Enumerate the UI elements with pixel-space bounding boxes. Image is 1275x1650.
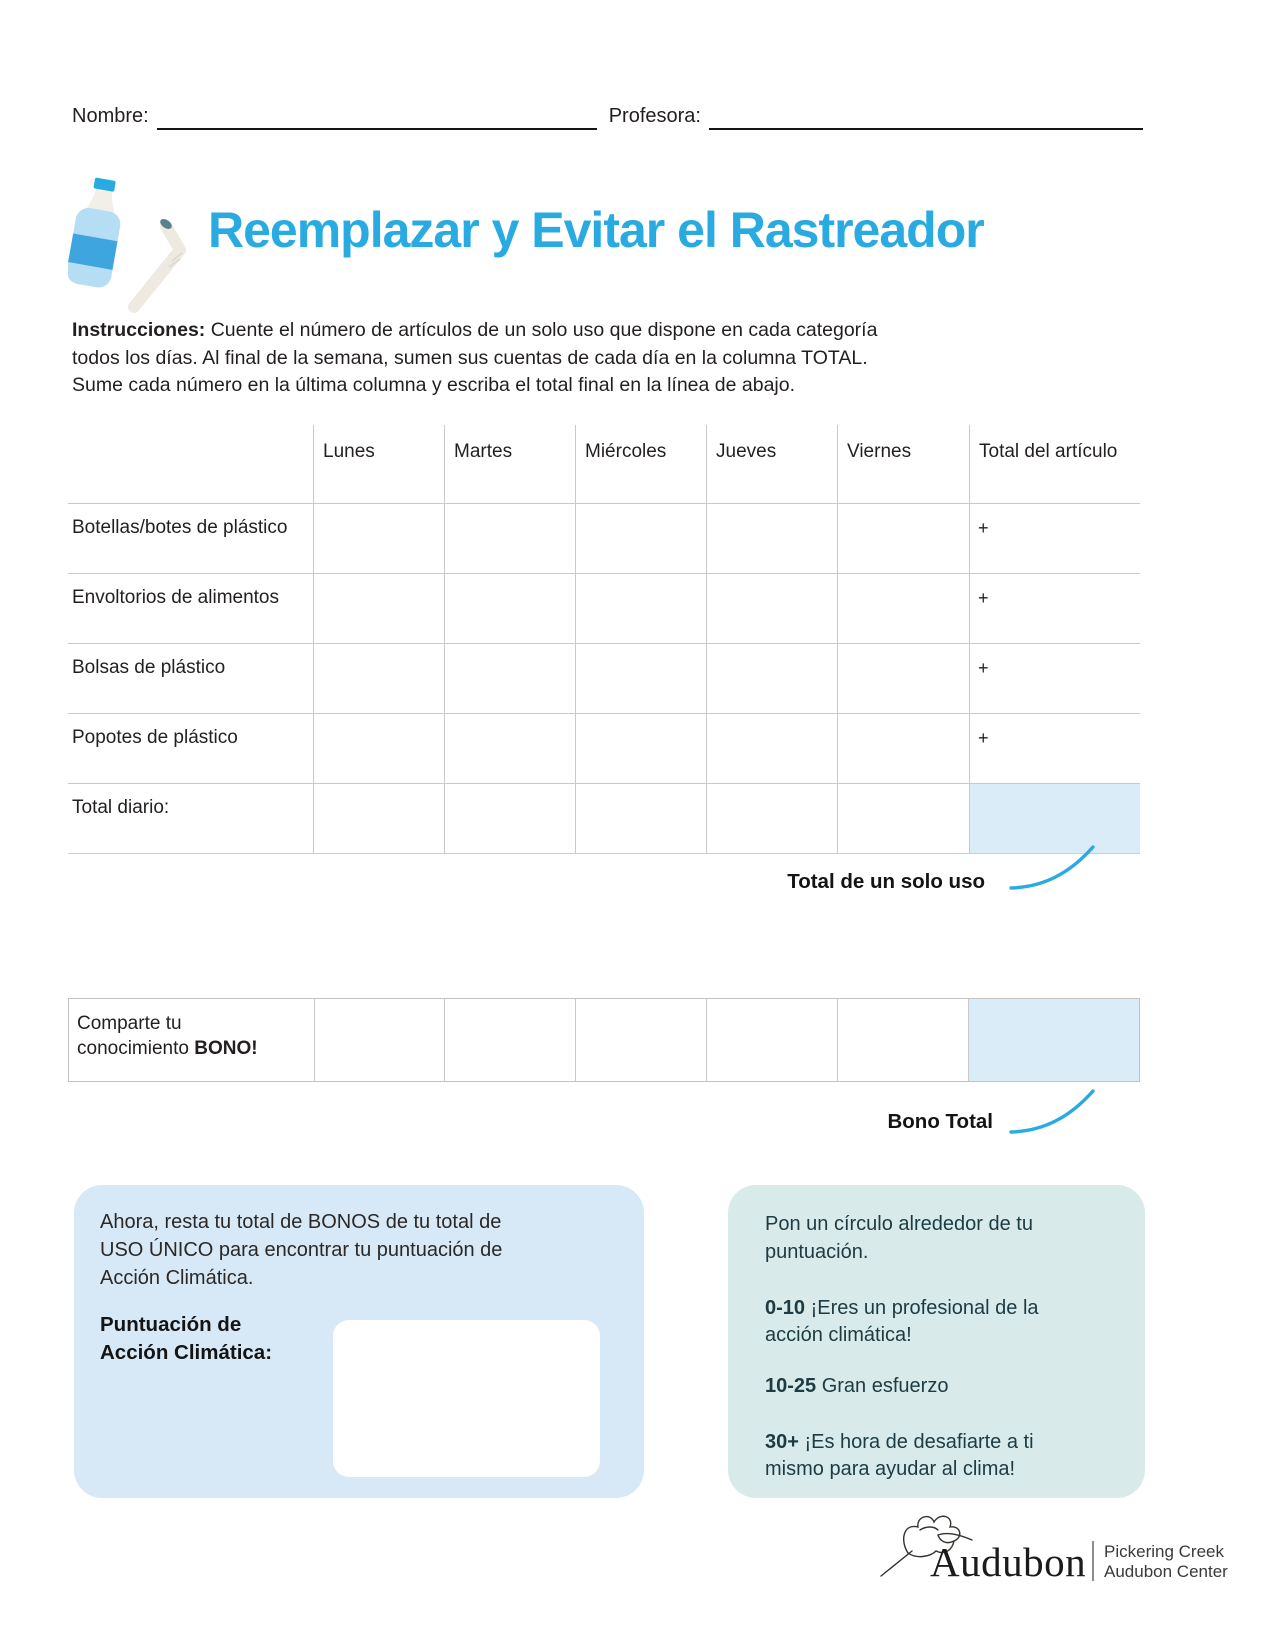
bonus-row-label: Comparte tu conocimiento BONO! <box>77 1013 258 1059</box>
day-cell[interactable] <box>444 644 575 713</box>
column-header-viernes: Viernes <box>837 425 969 503</box>
score-label-line1: Puntuación de <box>100 1313 242 1336</box>
single-use-arrow-icon <box>1008 844 1098 892</box>
row-label: Botellas/botes de plástico <box>72 517 288 538</box>
column-header-total: Total del artículo <box>969 425 1140 503</box>
day-cell[interactable] <box>575 504 706 573</box>
column-header-miercoles: Miércoles <box>575 425 706 503</box>
row-label: Popotes de plástico <box>72 727 238 748</box>
water-bottle-icon <box>68 175 128 289</box>
instructions-line: todos los días. Al final de la semana, sumen sus cuentas de cada día en la columna TOTAL. <box>72 346 868 369</box>
bonus-arrow-icon <box>1008 1088 1098 1136</box>
instructions-line: Instrucciones: Cuente el número de artículos de un solo uso que dispone en cada categoría <box>72 319 878 341</box>
row-label: Envoltorios de alimentos <box>72 587 279 608</box>
rubric-intro-line2: puntuación. <box>765 1241 869 1263</box>
row-label: Bolsas de plástico <box>72 657 226 678</box>
name-blank-line[interactable] <box>157 104 597 130</box>
day-cell[interactable] <box>575 784 706 853</box>
column-header-lunes: Lunes <box>313 425 444 503</box>
score-box-text-line: Acción Climática. <box>100 1267 254 1289</box>
rubric-box <box>728 1185 1145 1498</box>
tracker-header-row <box>68 425 1140 503</box>
bonus-total-cell[interactable] <box>968 999 1139 1081</box>
audubon-center-name: Pickering Creek Audubon Center <box>1104 1542 1228 1581</box>
tracker-row-botellas <box>68 503 1140 573</box>
teacher-label: Profesora: <box>608 105 701 127</box>
day-cell[interactable] <box>313 784 444 853</box>
bonus-day-cell[interactable] <box>706 999 837 1081</box>
teacher-blank-line[interactable] <box>709 104 1143 130</box>
day-cell[interactable] <box>313 714 444 783</box>
rubric-intro-line1: Pon un círculo alrededor de tu <box>765 1213 1033 1235</box>
column-header-jueves: Jueves <box>706 425 837 503</box>
total-cell[interactable]: + <box>969 644 1140 713</box>
rubric-item-1-line1: 0-10 ¡Eres un profesional de la <box>765 1297 1039 1319</box>
total-cell[interactable]: + <box>969 504 1140 573</box>
day-cell[interactable] <box>837 574 969 643</box>
day-cell[interactable] <box>444 784 575 853</box>
row-label: Total diario: <box>72 797 170 818</box>
bonus-day-cell[interactable] <box>837 999 969 1081</box>
day-cell[interactable] <box>706 504 837 573</box>
rubric-item-2-line1: 10-25 Gran esfuerzo <box>765 1375 949 1397</box>
single-use-total-label: Total de un solo uso <box>787 870 985 893</box>
bonus-row <box>68 998 1140 1082</box>
score-label-line2: Acción Climática: <box>100 1341 273 1364</box>
climate-score-write-in-box[interactable] <box>333 1320 600 1477</box>
total-cell[interactable]: + <box>969 574 1140 643</box>
climate-score-box <box>74 1185 644 1498</box>
corner-cell <box>68 425 313 503</box>
rubric-item-3-line1: 30+ ¡Es hora de desafiarte a ti <box>765 1431 1034 1453</box>
day-cell[interactable] <box>575 574 706 643</box>
straw-icon <box>134 217 182 307</box>
name-label: Nombre: <box>72 105 149 127</box>
column-header-martes: Martes <box>444 425 575 503</box>
day-cell[interactable] <box>575 644 706 713</box>
single-use-total-cell[interactable] <box>969 784 1140 853</box>
rubric-item-1-line2: acción climática! <box>765 1324 912 1346</box>
bonus-day-cell[interactable] <box>314 999 445 1081</box>
tracker-row-bolsas <box>68 643 1140 713</box>
day-cell[interactable] <box>706 714 837 783</box>
day-cell[interactable] <box>313 504 444 573</box>
instructions-label: Instrucciones: <box>72 319 206 341</box>
total-cell[interactable]: + <box>969 714 1140 783</box>
day-cell[interactable] <box>313 644 444 713</box>
day-cell[interactable] <box>706 644 837 713</box>
tracker-table <box>68 425 1140 854</box>
bonus-day-cell[interactable] <box>444 999 575 1081</box>
day-cell[interactable] <box>837 644 969 713</box>
instructions-line: Sume cada número en la última columna y escriba el total final en la línea de abajo. <box>72 374 796 396</box>
title-icon <box>68 166 200 320</box>
name-row <box>72 102 1143 130</box>
bonus-total-label: Bono Total <box>887 1110 993 1133</box>
tracker-row-popotes <box>68 713 1140 783</box>
tracker-row-total-diario <box>68 783 1140 853</box>
score-box-text-line: Ahora, resta tu total de BONOS de tu total de <box>100 1211 502 1233</box>
page-title: Reemplazar y Evitar el Rastreador <box>208 202 984 258</box>
instructions <box>72 317 877 400</box>
day-cell[interactable] <box>313 574 444 643</box>
rubric-item-3-line2: mismo para ayudar al clima! <box>765 1458 1016 1480</box>
day-cell[interactable] <box>575 714 706 783</box>
day-cell[interactable] <box>706 784 837 853</box>
audubon-wordmark: Audubon <box>930 1539 1087 1585</box>
logo-divider <box>1092 1541 1094 1581</box>
day-cell[interactable] <box>444 714 575 783</box>
score-box-text-line: USO ÚNICO para encontrar tu puntuación de <box>100 1239 503 1261</box>
bonus-day-cell[interactable] <box>575 999 706 1081</box>
day-cell[interactable] <box>837 784 969 853</box>
day-cell[interactable] <box>444 574 575 643</box>
day-cell[interactable] <box>837 504 969 573</box>
tracker-row-envoltorios <box>68 573 1140 643</box>
day-cell[interactable] <box>706 574 837 643</box>
day-cell[interactable] <box>837 714 969 783</box>
day-cell[interactable] <box>444 504 575 573</box>
